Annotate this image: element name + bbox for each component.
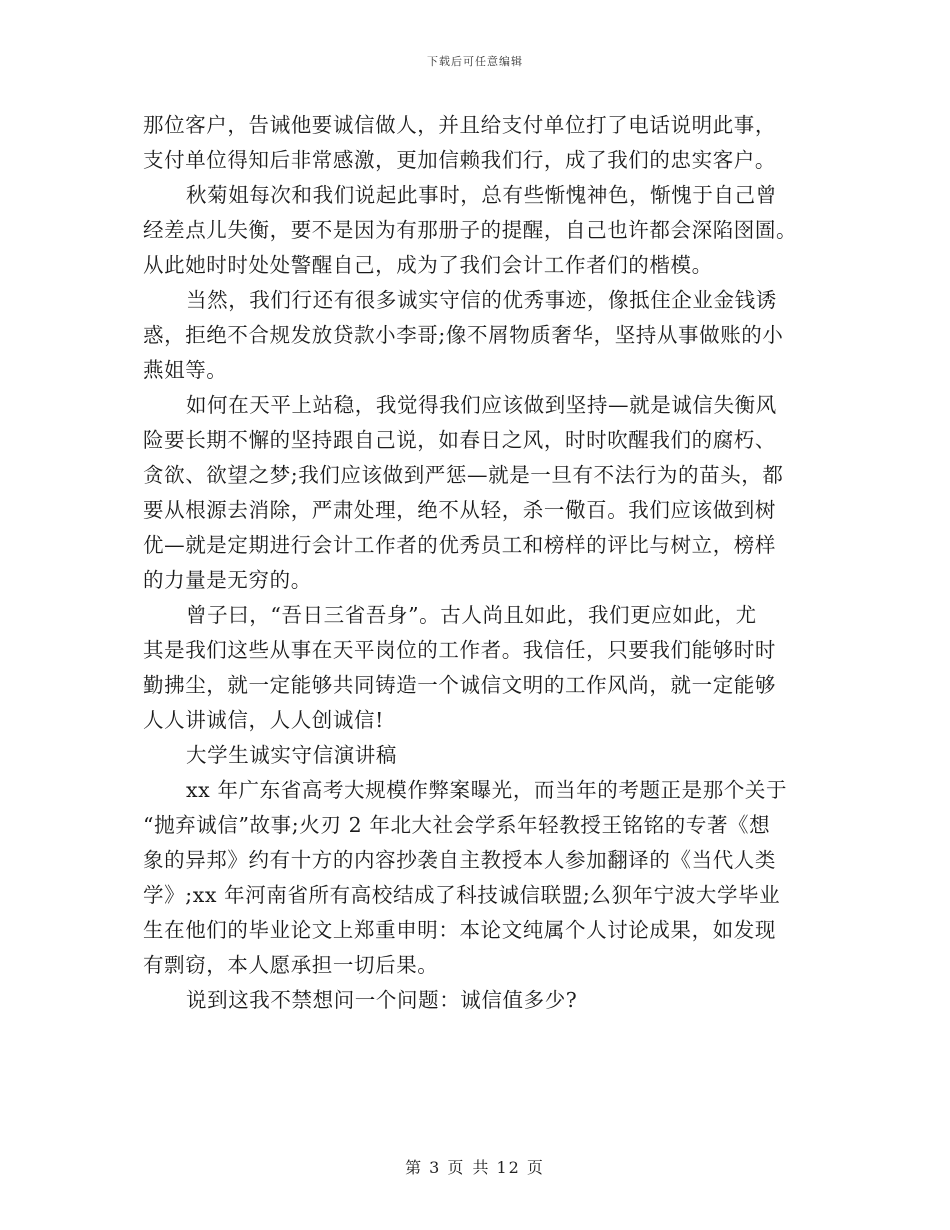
text-line: 有剽窃，本人愿承担一切后果。	[143, 953, 439, 977]
text-line: 曾子曰，“吾日三省吾身”。古人尚且如此，我们更应如此，尤	[186, 603, 757, 627]
text-line: 当然，我们行还有很多诚实守信的优秀事迹，像抵住企业金钱诱	[186, 288, 777, 312]
text-line: 学》;xx 年河南省所有高校结成了科技诚信联盟;么狈年宁波大学毕业	[143, 883, 781, 907]
text-line: 惑，拒绝不合规发放贷款小李哥;像不屑物质奢华，坚持从事做账的小	[143, 323, 784, 347]
text-line: 象的异邦》约有十方的内容抄袭自主教授本人参加翻译的《当代人类	[143, 848, 776, 872]
text-line: 勤拂尘，就一定能够共同铸造一个诚信文明的工作风尚，就一定能够	[143, 673, 776, 697]
text-line: 秋菊姐每次和我们说起此事时，总有些惭愧神色，惭愧于自己曾	[186, 183, 777, 207]
body-text	[143, 108, 807, 1018]
paragraph-lines	[143, 108, 807, 1018]
text-line: 其是我们这些从事在天平岗位的工作者。我信任，只要我们能够时时	[143, 638, 776, 662]
text-line: xx 年广东省高考大规模作弊案曝光，而当年的考题正是那个关于	[186, 778, 788, 802]
text-line: 生在他们的毕业论文上郑重申明：本论文纯属个人讨论成果，如发现	[143, 918, 776, 942]
text-line: 从此她时时处处警醒自己，成为了我们会计工作者们的楷模。	[143, 253, 713, 277]
footer-middle: 页 共	[447, 1158, 491, 1177]
text-line: 说到这我不禁想问一个问题：诚信值多少?	[186, 988, 578, 1012]
text-line: 如何在天平上站稳，我觉得我们应该做到坚持—就是诚信失衡风	[186, 393, 777, 417]
text-line: 人人讲诚信，人人创诚信!	[143, 708, 384, 732]
text-line: 的力量是无穷的。	[143, 568, 312, 592]
page-footer	[0, 1155, 950, 1178]
text-line: 那位客户，告诫他要诚信做人，并且给支付单位打了电话说明此事，	[143, 113, 776, 137]
text-line: 经差点儿失衡，要不是因为有那册子的提醒，自己也许都会深陷囹圄。	[143, 218, 798, 242]
footer-suffix: 页	[526, 1158, 545, 1177]
text-line: 优—就是定期进行会计工作者的优秀员工和榜样的评比与树立，榜样	[143, 533, 776, 557]
text-line: 要从根源去消除，严肃处理，绝不从轻，杀一儆百。我们应该做到树	[143, 498, 776, 522]
footer-prefix: 第	[405, 1158, 424, 1177]
footer-page-number: 3	[429, 1158, 442, 1177]
text-line: 险要长期不懈的坚持跟自己说，如春日之风，时时吹醒我们的腐朽、	[143, 428, 776, 452]
text-line: 大学生诚实守信演讲稿	[186, 743, 397, 767]
text-line: “抛弃诚信”故事;火刃 2 年北大社会学系年轻教授王铭铭的专著《想	[143, 813, 771, 837]
text-line: 燕姐等。	[143, 358, 228, 382]
text-line: 贪欲、欲望之梦;我们应该做到严惩—就是一旦有不法行为的苗头，都	[143, 463, 784, 487]
header-note: 下载后可任意编辑	[427, 55, 523, 68]
text-line: 支付单位得知后非常感激，更加信赖我们行，成了我们的忠实客户。	[143, 148, 776, 172]
footer-total-pages: 12	[496, 1158, 521, 1177]
